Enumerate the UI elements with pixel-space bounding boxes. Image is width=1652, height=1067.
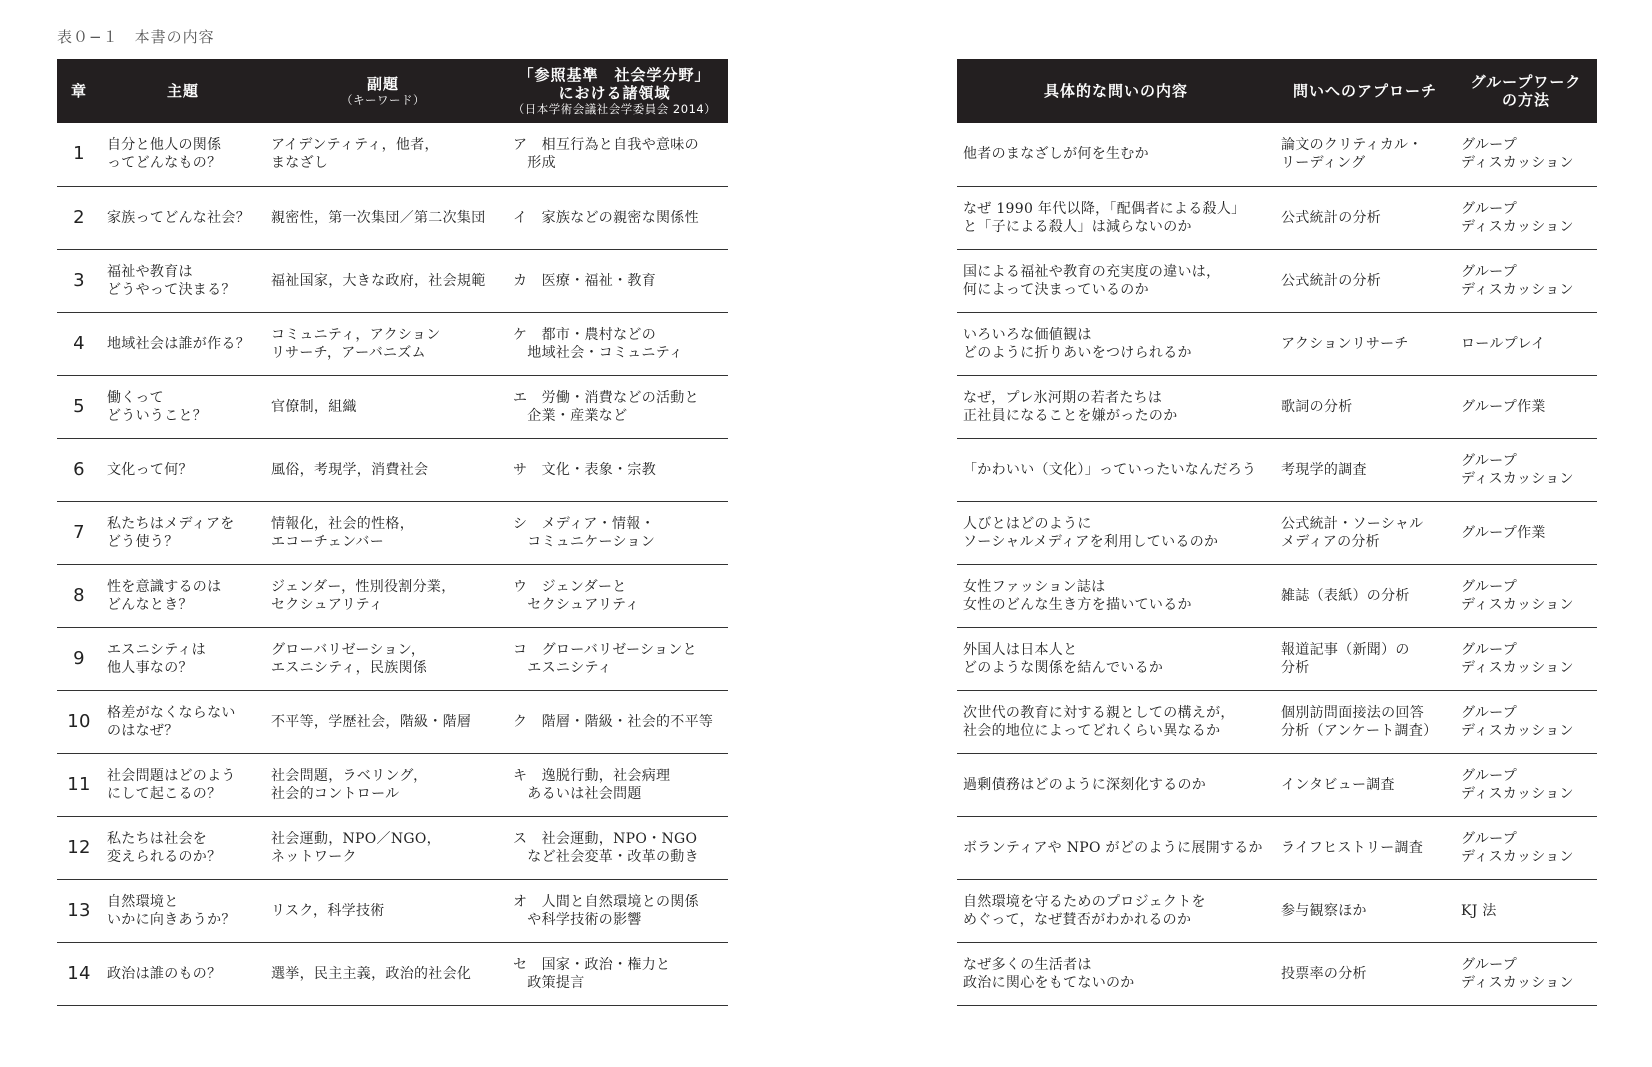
- keywords-cell: 不平等，学歴社会，階級・階層: [265, 690, 501, 753]
- method-cell: グループ ディスカッション: [1455, 690, 1597, 753]
- approach-cell: 公式統計・ソーシャル メディアの分析: [1275, 501, 1455, 564]
- theme-cell: 家族ってどんな社会？: [101, 186, 265, 249]
- method-cell: グループ ディスカッション: [1455, 438, 1597, 501]
- theme-cell: 福祉や教育は どうやって決まる？: [101, 249, 265, 312]
- table-row: [57, 375, 728, 438]
- table-row: [57, 249, 728, 312]
- chapter-number: 1: [57, 123, 101, 186]
- theme-cell: 社会問題はどのよう にして起こるの？: [101, 753, 265, 816]
- approach-cell: インタビュー調査: [1275, 753, 1455, 816]
- table-row: [57, 564, 728, 627]
- chapter-number: 3: [57, 249, 101, 312]
- approach-cell: 報道記事（新聞）の 分析: [1275, 627, 1455, 690]
- method-cell: グループ ディスカッション: [1455, 942, 1597, 1005]
- theme-cell: 性を意識するのは どんなとき？: [101, 564, 265, 627]
- header-question: 具体的な問いの内容: [957, 59, 1275, 123]
- keywords-cell: 福祉国家，大きな政府，社会規範: [265, 249, 501, 312]
- table-row: [57, 879, 728, 942]
- question-cell: 国による福祉や教育の充実度の違いは， 何によって決まっているのか: [957, 249, 1275, 312]
- table-row: [57, 501, 728, 564]
- method-cell: グループ ディスカッション: [1455, 564, 1597, 627]
- area-cell: キ 逸脱行動，社会病理 あるいは社会問題: [501, 753, 728, 816]
- question-cell: いろいろな価値観は どのように折りあいをつけられるか: [957, 312, 1275, 375]
- area-cell: ク 階層・階級・社会的不平等: [501, 690, 728, 753]
- keywords-cell: 社会運動，NPO／NGO， ネットワーク: [265, 816, 501, 879]
- theme-cell: 地域社会は誰が作る？: [101, 312, 265, 375]
- theme-cell: エスニシティは 他人事なの？: [101, 627, 265, 690]
- table-row: [957, 312, 1597, 375]
- question-cell: 次世代の教育に対する親としての構えが， 社会的地位によってどれくらい異なるか: [957, 690, 1275, 753]
- header-area-sub: （日本学術会議社会学委員会 2014）: [512, 101, 717, 116]
- keywords-cell: 社会問題，ラベリング， 社会的コントロール: [265, 753, 501, 816]
- area-cell: シ メディア・情報・ コミュニケーション: [501, 501, 728, 564]
- area-cell: エ 労働・消費などの活動と 企業・産業など: [501, 375, 728, 438]
- chapter-number: 4: [57, 312, 101, 375]
- area-cell: イ 家族などの親密な関係性: [501, 186, 728, 249]
- theme-cell: 格差がなくならない のはなぜ？: [101, 690, 265, 753]
- theme-cell: 文化って何？: [101, 438, 265, 501]
- method-cell: グループ ディスカッション: [1455, 249, 1597, 312]
- keywords-cell: 官僚制，組織: [265, 375, 501, 438]
- method-cell: グループ ディスカッション: [1455, 186, 1597, 249]
- chapter-number: 11: [57, 753, 101, 816]
- question-cell: 過剰債務はどのように深刻化するのか: [957, 753, 1275, 816]
- area-cell: オ 人間と自然環境との関係 や科学技術の影響: [501, 879, 728, 942]
- table-row: [57, 186, 728, 249]
- area-cell: ケ 都市・農村などの 地域社会・コミュニティ: [501, 312, 728, 375]
- table-row: [957, 501, 1597, 564]
- question-cell: なぜ多くの生活者は 政治に関心をもてないのか: [957, 942, 1275, 1005]
- approach-cell: 論文のクリティカル・ リーディング: [1275, 123, 1455, 186]
- keywords-cell: コミュニティ，アクション リサーチ，アーバニズム: [265, 312, 501, 375]
- header-method: グループワーク の方法: [1455, 59, 1597, 123]
- header-subtitle-sub: （キーワード）: [341, 92, 425, 107]
- header-approach: 問いへのアプローチ: [1275, 59, 1455, 123]
- question-cell: 人びとはどのように ソーシャルメディアを利用しているのか: [957, 501, 1275, 564]
- chapter-number: 10: [57, 690, 101, 753]
- table-row: [57, 627, 728, 690]
- header-chapter: 章: [57, 59, 101, 123]
- table-row: [57, 942, 728, 1005]
- table-row: [957, 564, 1597, 627]
- contents-table-left: [57, 59, 728, 1006]
- approach-cell: 考現学的調査: [1275, 438, 1455, 501]
- question-cell: なぜ，プレ氷河期の若者たちは 正社員になることを嫌がったのか: [957, 375, 1275, 438]
- approach-cell: アクションリサーチ: [1275, 312, 1455, 375]
- method-cell: グループ ディスカッション: [1455, 753, 1597, 816]
- contents-table-right: [957, 59, 1597, 1006]
- area-cell: ウ ジェンダーと セクシュアリティ: [501, 564, 728, 627]
- header-subtitle-main: 副題: [366, 74, 399, 93]
- theme-cell: 私たちはメディアを どう使う？: [101, 501, 265, 564]
- keywords-cell: 親密性，第一次集団／第二次集団: [265, 186, 501, 249]
- chapter-number: 14: [57, 942, 101, 1005]
- area-cell: ア 相互行為と自我や意味の 形成: [501, 123, 728, 186]
- theme-cell: 自然環境と いかに向きあうか？: [101, 879, 265, 942]
- table-row: [957, 879, 1597, 942]
- method-cell: グループ ディスカッション: [1455, 816, 1597, 879]
- question-cell: なぜ 1990 年代以降，「配偶者による殺人」 と「子による殺人」は減らないのか: [957, 186, 1275, 249]
- keywords-cell: グローバリゼーション， エスニシティ，民族関係: [265, 627, 501, 690]
- table-row: [957, 249, 1597, 312]
- theme-cell: 自分と他人の関係 ってどんなもの？: [101, 123, 265, 186]
- chapter-number: 5: [57, 375, 101, 438]
- question-cell: 女性ファッション誌は 女性のどんな生き方を描いているか: [957, 564, 1275, 627]
- table-row: [57, 123, 728, 186]
- area-cell: カ 医療・福祉・教育: [501, 249, 728, 312]
- table-row: [57, 816, 728, 879]
- table-row: [57, 312, 728, 375]
- approach-cell: 投票率の分析: [1275, 942, 1455, 1005]
- area-cell: ス 社会運動，NPO・NGO など社会変革・改革の動き: [501, 816, 728, 879]
- area-cell: コ グローバリゼーションと エスニシティ: [501, 627, 728, 690]
- header-area-line1: 「参照基準 社会学分野」: [518, 65, 711, 84]
- question-cell: 「かわいい（文化）」っていったいなんだろう: [957, 438, 1275, 501]
- table-row: [957, 186, 1597, 249]
- approach-cell: 参与観察ほか: [1275, 879, 1455, 942]
- table-row: [957, 375, 1597, 438]
- theme-cell: 政治は誰のもの？: [101, 942, 265, 1005]
- table-row: [957, 627, 1597, 690]
- keywords-cell: 情報化，社会的性格， エコーチェンバー: [265, 501, 501, 564]
- theme-cell: 私たちは社会を 変えられるのか？: [101, 816, 265, 879]
- question-cell: 他者のまなざしが何を生むか: [957, 123, 1275, 186]
- method-cell: グループ作業: [1455, 375, 1597, 438]
- chapter-number: 9: [57, 627, 101, 690]
- theme-cell: 働くって どういうこと？: [101, 375, 265, 438]
- left-header-row: [57, 59, 728, 123]
- table-row: [957, 690, 1597, 753]
- table-caption: 表０−１ 本書の内容: [57, 28, 215, 46]
- approach-cell: 公式統計の分析: [1275, 249, 1455, 312]
- table-row: [957, 123, 1597, 186]
- table-row: [57, 690, 728, 753]
- table-row: [957, 438, 1597, 501]
- question-cell: 外国人は日本人と どのような関係を結んでいるか: [957, 627, 1275, 690]
- keywords-cell: アイデンティティ，他者， まなざし: [265, 123, 501, 186]
- method-cell: グループ ディスカッション: [1455, 627, 1597, 690]
- area-cell: サ 文化・表象・宗教: [501, 438, 728, 501]
- right-header-row: [957, 59, 1597, 123]
- table-row: [57, 438, 728, 501]
- header-subtitle: [265, 59, 501, 123]
- table-row: [957, 816, 1597, 879]
- header-area-line2: における諸領域: [558, 83, 671, 102]
- table-row: [957, 753, 1597, 816]
- approach-cell: 公式統計の分析: [1275, 186, 1455, 249]
- method-cell: ロールプレイ: [1455, 312, 1597, 375]
- chapter-number: 8: [57, 564, 101, 627]
- table-row: [957, 942, 1597, 1005]
- method-cell: グループ ディスカッション: [1455, 123, 1597, 186]
- header-area: [501, 59, 728, 123]
- approach-cell: ライフヒストリー調査: [1275, 816, 1455, 879]
- chapter-number: 6: [57, 438, 101, 501]
- method-cell: グループ作業: [1455, 501, 1597, 564]
- approach-cell: 個別訪問面接法の回答 分析（アンケート調査）: [1275, 690, 1455, 753]
- question-cell: ボランティアや NPO がどのように展開するか: [957, 816, 1275, 879]
- chapter-number: 7: [57, 501, 101, 564]
- method-cell: KJ 法: [1455, 879, 1597, 942]
- keywords-cell: リスク，科学技術: [265, 879, 501, 942]
- chapter-number: 12: [57, 816, 101, 879]
- approach-cell: 雑誌（表紙）の分析: [1275, 564, 1455, 627]
- keywords-cell: ジェンダー，性別役割分業， セクシュアリティ: [265, 564, 501, 627]
- chapter-number: 13: [57, 879, 101, 942]
- question-cell: 自然環境を守るためのプロジェクトを めぐって，なぜ賛否がわかれるのか: [957, 879, 1275, 942]
- chapter-number: 2: [57, 186, 101, 249]
- area-cell: セ 国家・政治・権力と 政策提言: [501, 942, 728, 1005]
- approach-cell: 歌詞の分析: [1275, 375, 1455, 438]
- table-row: [57, 753, 728, 816]
- header-theme: 主題: [101, 59, 265, 123]
- keywords-cell: 選挙，民主主義，政治的社会化: [265, 942, 501, 1005]
- keywords-cell: 風俗，考現学，消費社会: [265, 438, 501, 501]
